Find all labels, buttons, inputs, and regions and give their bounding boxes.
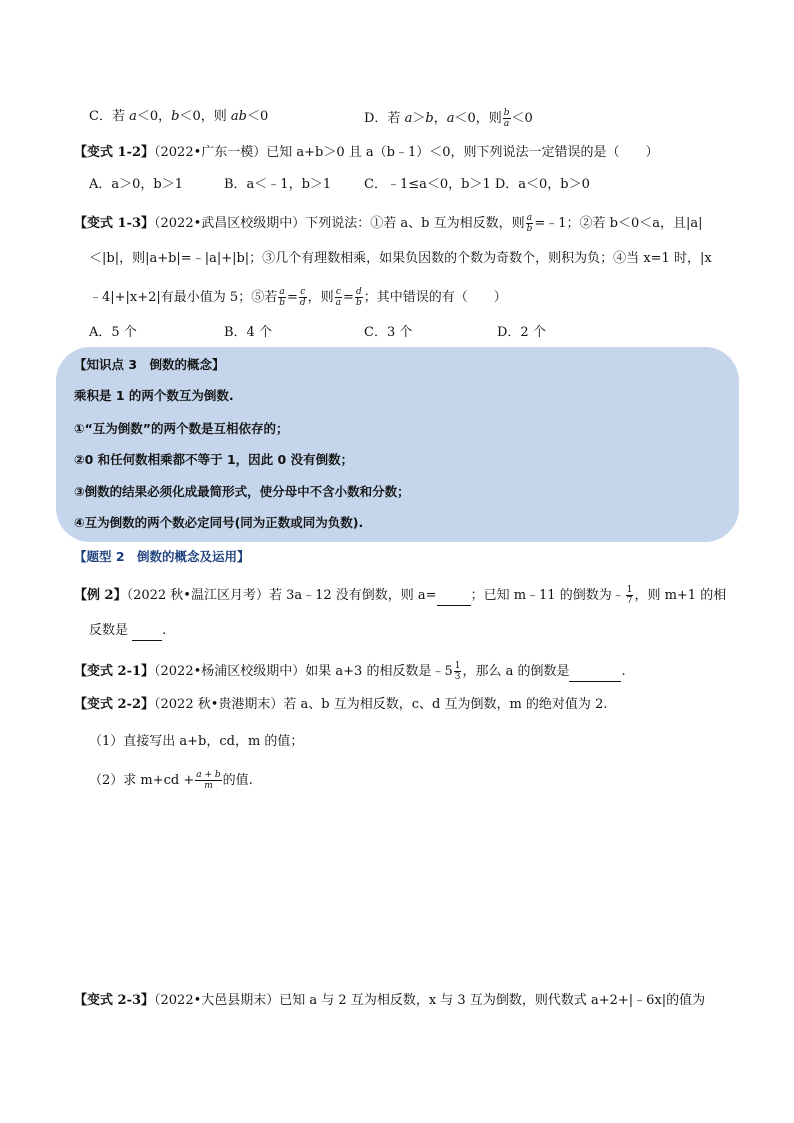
example-2-line1: 【例 2】（2022 秋•温江区月考）若 3a﹣12 没有倒数，则 a= ；已知 m﹣11 的倒数为﹣ $\frac{1}{7}$ ，则 m+1 的相 (74, 585, 727, 606)
answer-blank[interactable] (132, 622, 162, 641)
fraction-c-over-a: $\frac{c}{a}$ (335, 287, 342, 308)
fraction-a-over-b: $\frac{a}{b}$ (279, 287, 285, 308)
fraction-1-over-7: $\frac{1}{7}$ (626, 585, 633, 606)
option-d: D．若 a＞b，a＜0，则 $\frac{b}{a}$ ＜0 (364, 108, 533, 129)
variant-2-3: 【变式 2-3】（2022•大邑县期末）已知 a 与 2 互为相反数，x 与 3 互为倒数，则代数式 a+2+|﹣6x|的值为 (74, 993, 706, 1008)
question-1-3-line3: ﹣4|+|x+2|有最小值为 5；⑤若 $\frac{a}{b}$ = $\frac{c}{d}$ ，则 $\frac{c}{a}$ = $\frac{d}{b}$ ；其中错误的有（ ） (89, 287, 507, 308)
knowledge-point-4: ④互为倒数的两个数必定同号(同为正数或同为负数). (74, 515, 364, 530)
q1-2-option-b: B．a＜﹣1，b＞1 (224, 177, 332, 192)
fraction-a-plus-b-over-m: $\frac{a + b}{m}$ (196, 770, 221, 791)
fraction-c-over-d: $\frac{c}{d}$ (299, 287, 306, 308)
option-c: C．若 a＜0，b＜0，则 ab＜0 (89, 109, 269, 124)
fraction-1-over-3: $\frac{1}{3}$ (454, 661, 461, 682)
question-1-3-line1: 【变式 1-3】（2022•武昌区校级期中）下列说法：①若 a、b 互为相反数，则 $\frac{a}{b}$ =﹣1；②若 b＜0＜a，且|a| (74, 213, 703, 234)
fraction-d-over-b: $\frac{d}{b}$ (355, 287, 362, 308)
knowledge-point-1: ①“互为倒数”的两个数是互相依存的； (74, 421, 289, 436)
q1-3-option-a: A．5 个 (89, 325, 137, 340)
fraction-b-over-a: $\frac{b}{a}$ (503, 108, 510, 129)
knowledge-point-title: 【知识点 3 倒数的概念】 (74, 357, 225, 372)
variant-2-2-sub2: （2）求 m+cd + $\frac{a + b}{m}$ 的值. (89, 770, 253, 791)
q1-3-option-d: D．2 个 (497, 325, 546, 340)
answer-blank[interactable] (569, 663, 621, 682)
knowledge-point-2: ②0 和任何数相乘都不等于 1，因此 0 没有倒数； (74, 452, 354, 467)
question-1-2: 【变式 1-2】（2022•广东一模）已知 a+b＞0 且 a（b﹣1）＜0，则下列说法一定错误的是（ ） (74, 145, 659, 160)
knowledge-point-box (56, 347, 739, 542)
example-2-line2: 反数是 . (89, 622, 166, 641)
q1-3-option-b: B．4 个 (224, 325, 272, 340)
variant-2-2-sub1: （1）直接写出 a+b，cd，m 的值； (89, 734, 304, 749)
type-2-title: 【题型 2 倒数的概念及运用】 (74, 549, 250, 564)
knowledge-point-3: ③倒数的结果必须化成最简形式，使分母中不含小数和分数； (74, 484, 410, 499)
fraction-a-over-b: $\frac{a}{b}$ (526, 213, 533, 234)
answer-blank[interactable] (437, 587, 471, 606)
variant-2-2: 【变式 2-2】（2022 秋•贵港期末）若 a、b 互为相反数，c、d 互为倒数，m 的绝对值为 2. (74, 697, 608, 712)
knowledge-definition: 乘积是 1 的两个数互为倒数. (74, 388, 234, 403)
q1-3-option-c: C．3 个 (364, 325, 413, 340)
question-1-3-line2: ＜|b|，则|a+b|=﹣|a|+|b|；③几个有理数相乘，如果负因数的个数为奇数个，则积为负；④当 x=1 时，|x (89, 251, 712, 266)
q1-2-option-cd: C．﹣1≤a＜0，b＞1 D．a＜0，b＞0 (364, 177, 590, 192)
q1-2-option-a: A．a＞0，b＞1 (89, 177, 184, 192)
variant-2-1: 【变式 2-1】（2022•杨浦区校级期中）如果 a+3 的相反数是﹣5 $\frac{1}{3}$ ，那么 a 的倒数是 . (74, 661, 626, 682)
